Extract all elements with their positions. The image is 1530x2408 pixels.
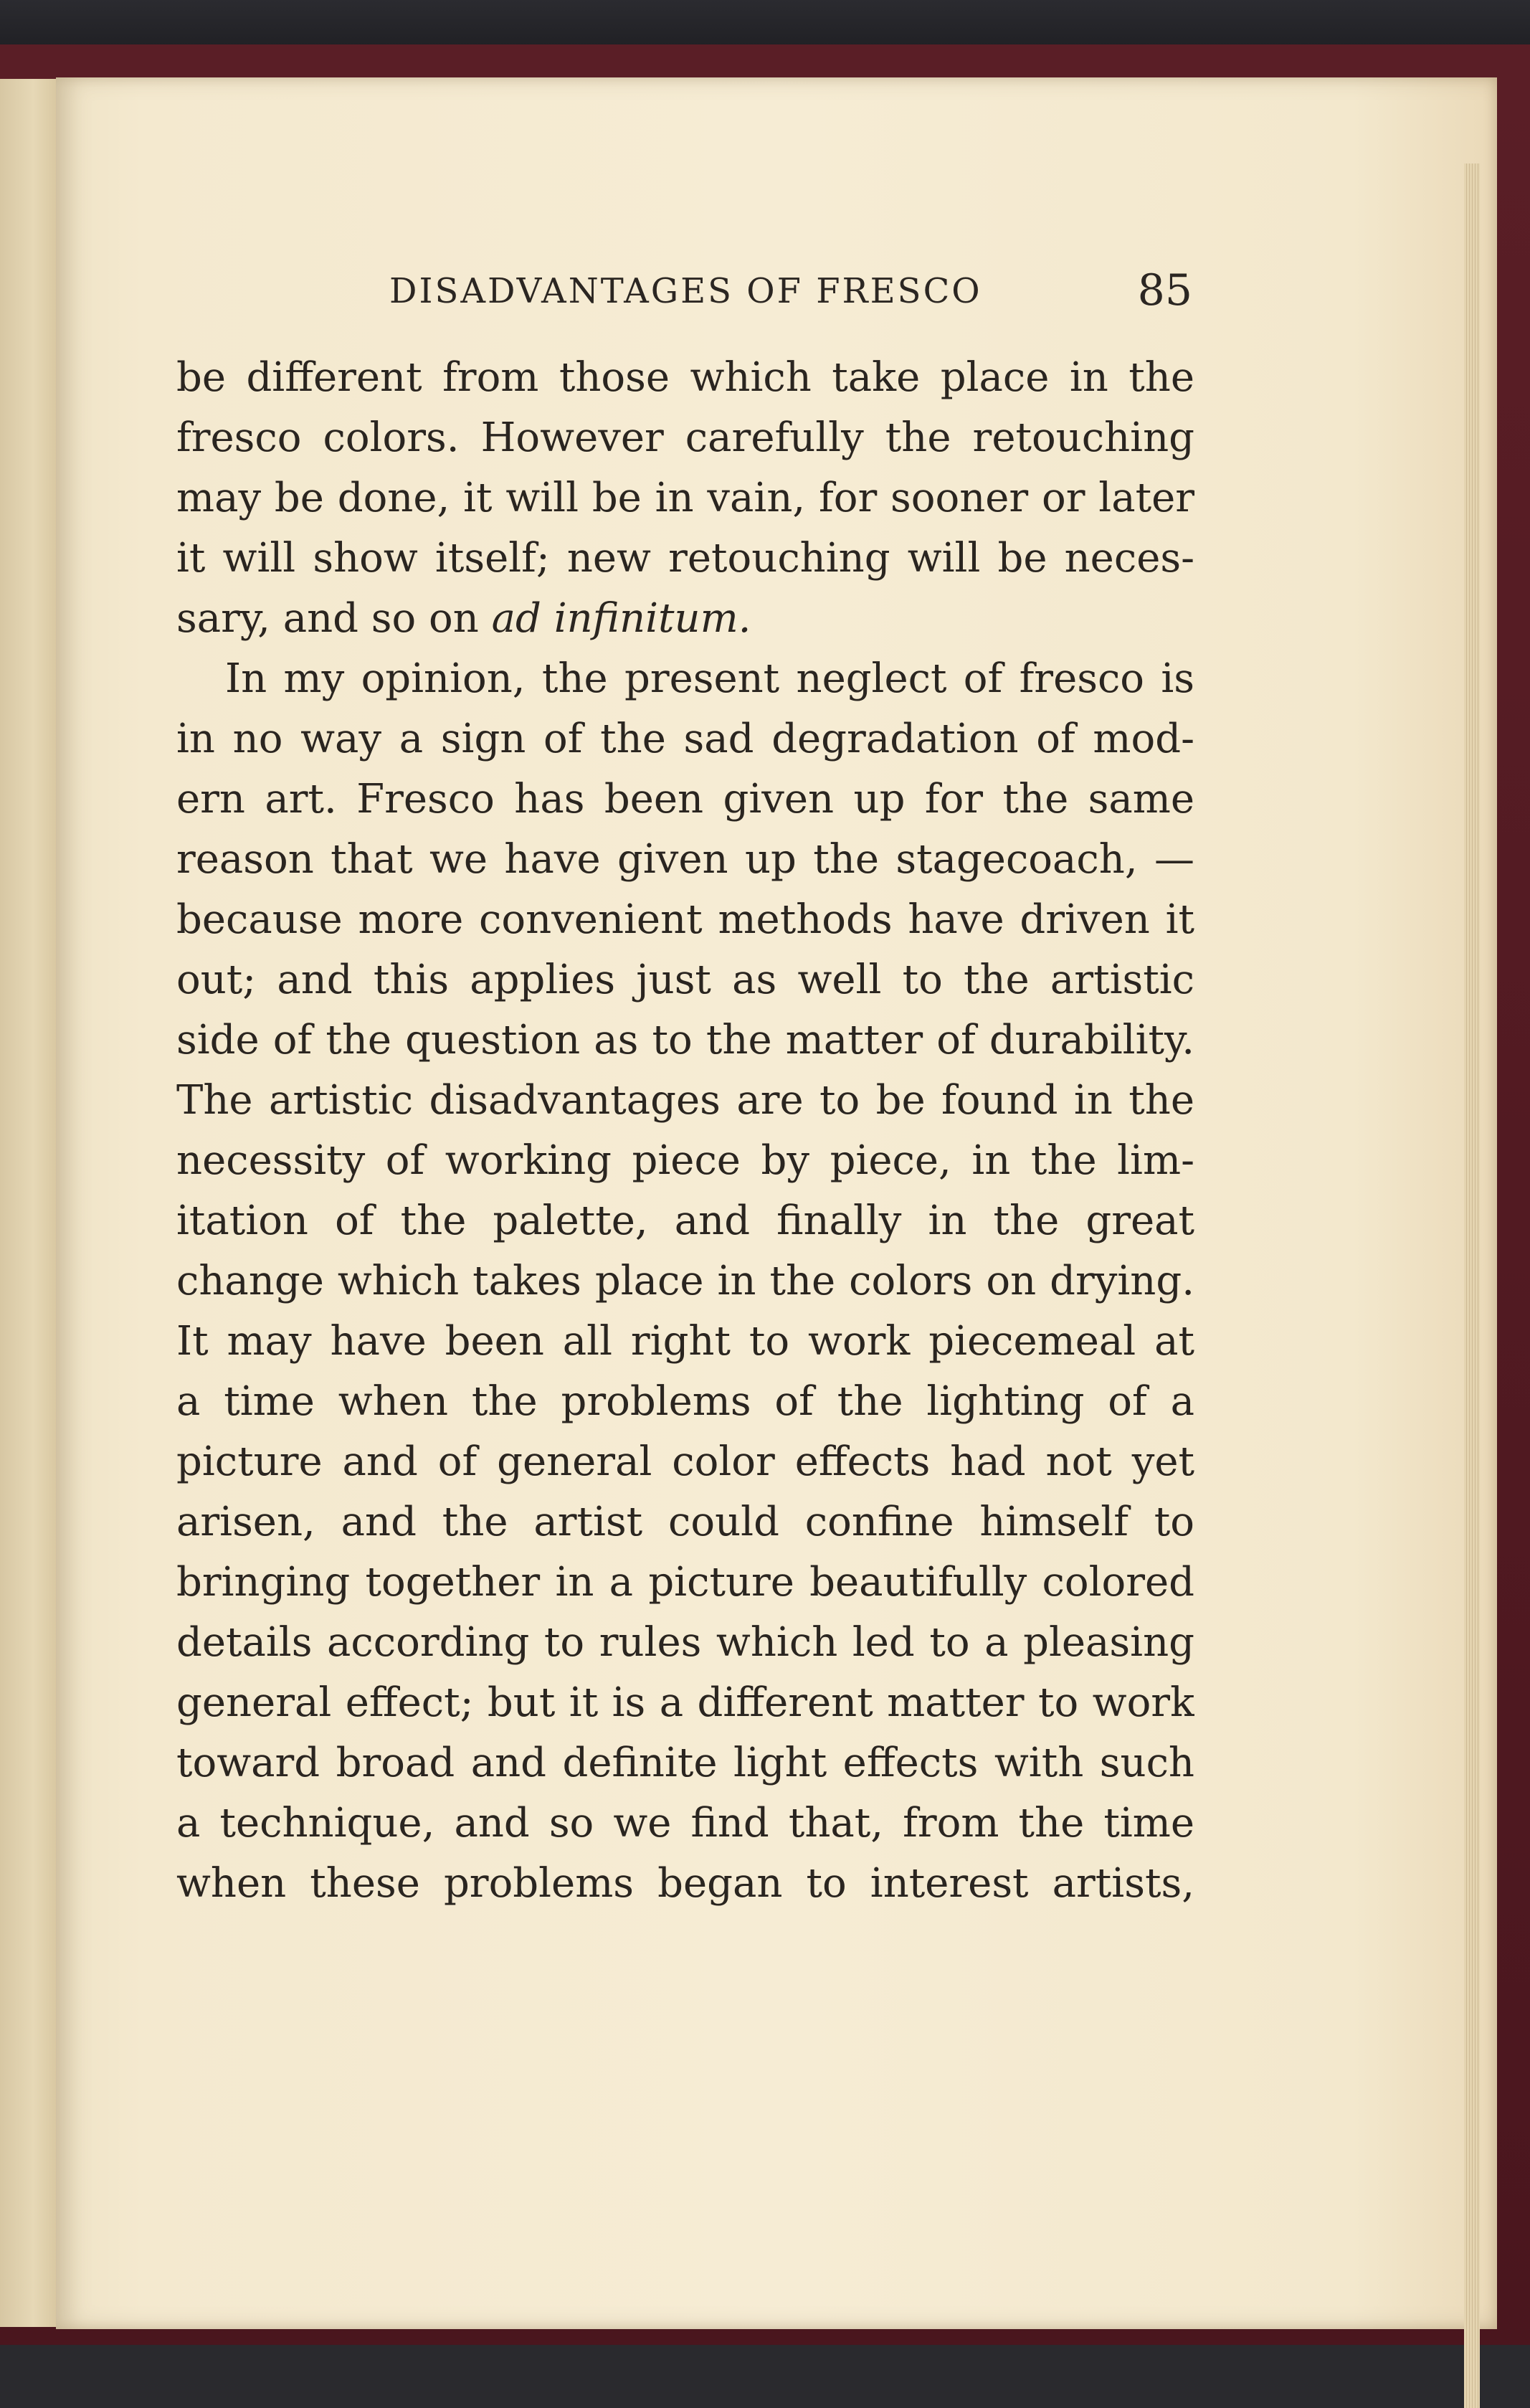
text-line: be different from those which take place in the	[176, 354, 1194, 401]
text-line	[176, 589, 1194, 649]
text-line: details according to rules which led to a pleasing	[176, 1619, 1194, 1666]
italic-phrase: ad infinitum.	[491, 595, 751, 642]
text-line: The artistic disadvantages are to be found in the	[176, 1077, 1194, 1124]
text-line: reason that we have given up the stagecoach, —	[176, 836, 1194, 883]
text-line: a technique, and so we find that, from the time	[176, 1800, 1194, 1847]
text-line: a time when the problems of the lighting of a	[176, 1378, 1194, 1425]
text-line: fresco colors. However carefully the retouching	[176, 414, 1194, 461]
text-line: in no way a sign of the sad degradation of mod-	[176, 716, 1194, 762]
page-header	[389, 265, 1192, 323]
text-line: arisen, and the artist could confine himself to	[176, 1499, 1194, 1545]
paragraph-start-line: In my opinion, the present neglect of fresco is	[225, 655, 1194, 702]
text-line: picture and of general color effects had not yet	[176, 1438, 1194, 1485]
text-line: it will show itself; new retouching will be neces-	[176, 535, 1194, 582]
text-line: because more convenient methods have driven it	[176, 896, 1194, 943]
text-line: side of the question as to the matter of durability.	[176, 1017, 1194, 1063]
text-line: It may have been all right to work piecemeal at	[176, 1318, 1194, 1365]
page-number: 85	[1137, 265, 1192, 316]
running-title: DISADVANTAGES OF FRESCO	[389, 271, 982, 311]
text-segment: sary, and so on	[176, 595, 479, 642]
previous-page-edge	[0, 79, 57, 2327]
text-line: toward broad and definite light effects with such	[176, 1740, 1194, 1786]
page-stack-edge	[1464, 163, 1480, 2408]
text-line: necessity of working piece by piece, in the lim-	[176, 1137, 1194, 1184]
text-line: may be done, it will be in vain, for sooner or later	[176, 475, 1194, 521]
body-text	[176, 348, 1194, 1914]
text-line: general effect; but it is a different matter to work	[176, 1679, 1194, 1726]
text-line: when these problems began to interest artists,	[176, 1860, 1194, 1907]
text-line: ern art. Fresco has been given up for the same	[176, 776, 1194, 823]
text-line: itation of the palette, and finally in the great	[176, 1198, 1194, 1244]
text-line: out; and this applies just as well to the artistic	[176, 957, 1194, 1003]
text-line: change which takes place in the colors on drying.	[176, 1258, 1194, 1304]
text-line: bringing together in a picture beautifully colored	[176, 1559, 1194, 1606]
